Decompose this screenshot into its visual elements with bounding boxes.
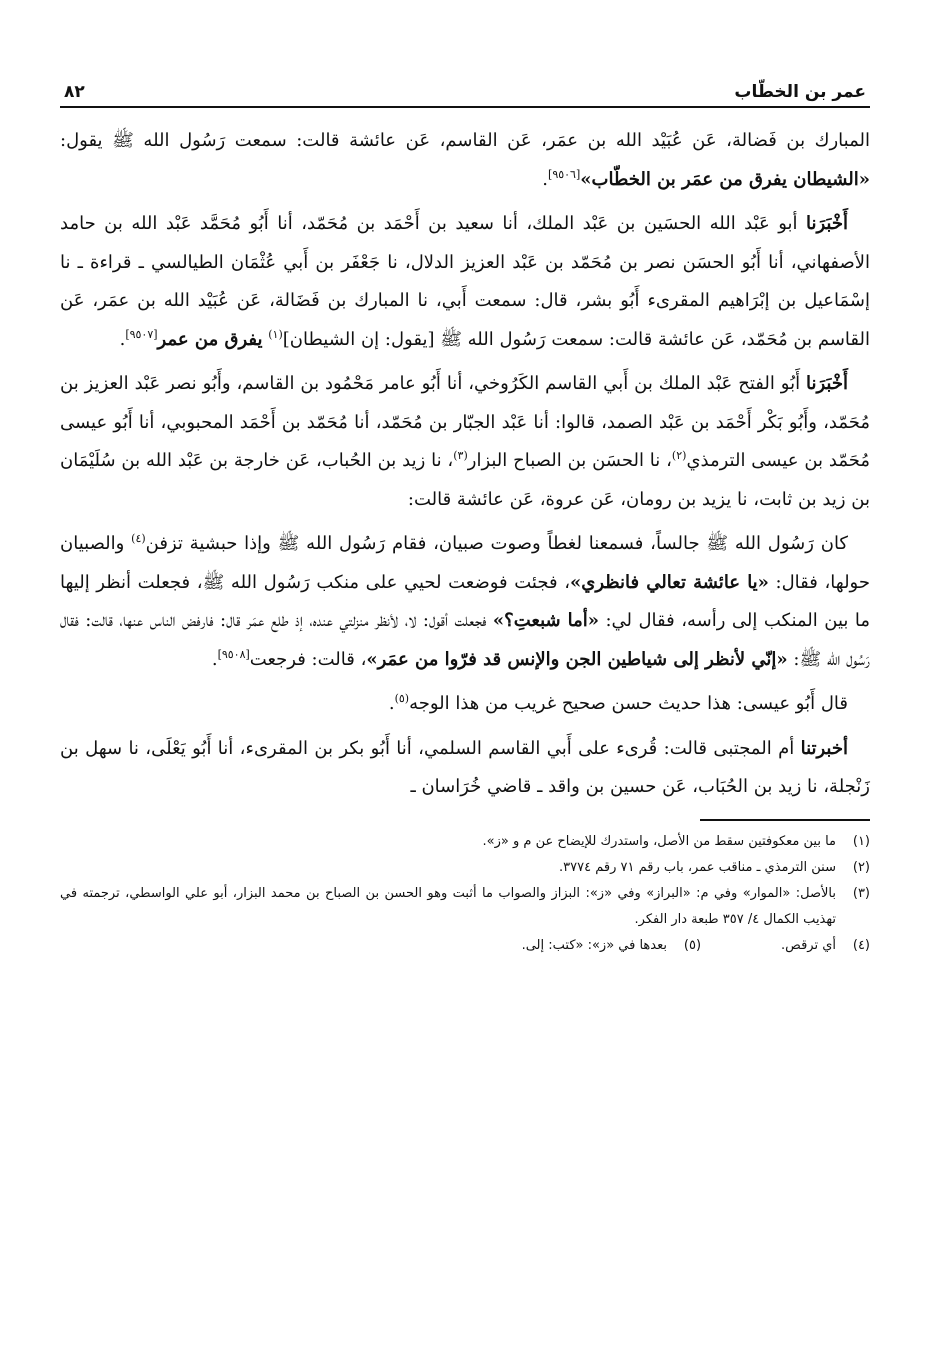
footnote-4 [781,933,870,959]
footnote-2 [60,855,870,881]
paragraph [60,205,870,359]
text-run: ، نا زيد بن الحُباب، عَن خارجة بن عَبْد الله بن سُلَيْمَان بن زيد بن ثابت، نا يزيد بن رومان، عَن عروة، عَن عائشة قالت: [60,450,870,510]
paragraph [60,365,870,519]
footnote-number: (٣) [852,885,870,901]
footnote-1 [60,829,870,855]
footnote-text: بالأصل: «الموار» وفي م: «البراز» وفي «ز»: البزاز والصواب ما أثبت وهو الحسن بن الصباح بن محمد البزار، أبو علي الواسطي، ترجمته في تهذيب الكمال ٤/ ٣٥٧ طبعة دار الفكر. [60,885,836,927]
footnotes [60,829,870,959]
footnote-number: (١) [852,833,870,849]
text-run: . [542,168,549,190]
reference-mark: [٩٥٠٧] [125,327,158,341]
text-run: المبارك بن فَضالة، عَن عُبَيْد الله بن عمَر، عَن القاسم، عَن عائشة قالت: سمعت رَسُول الله ﷺ يقول: [60,130,870,151]
text-run: ، فجئت فوضعت لحيي على منكب رَسُول الله ﷺ، فجعلت أنظر إليها ما بين المنكب إلى رأسه، فقال لي: [60,571,870,631]
footnote-3 [60,881,870,933]
text-run: ، نا الحسَن بن الصباح البزار [467,450,672,471]
hadith-quote: يفرق من عمر [157,328,263,350]
text-run: . [211,648,218,670]
footnote-number: (٢) [852,859,870,875]
text-run: قال أَبُو عيسى: هذا حديث حسن صحيح غريب من هذا الوجه [409,693,848,714]
text-run: كان رَسُول الله ﷺ جالساً، فسمعنا لغطاً وصوت صبيان، فقام رَسُول الله ﷺ وإذا حبشية تزفن [145,533,848,554]
text-run: . [119,328,126,350]
footnote-row [60,933,870,959]
reference-mark: (٥) [394,692,410,705]
text-run: أَبُو الفتح عَبْد الملك بن أَبي القاسم الكَرُوخي، أنا أَبُو عامر مَحْمُود بن القاسم، وأَبُو نصر عَبْد العزيز بن مُحَمّد، وأَبُو بَكْر أَحْمَد بن عَبْد الصمد، قالوا: أنا عَبْد الجبّار بن مُحَمّد، أنا مُحَمّد بن أَحْمَد المحبوبي، أنا أَبُو عيسى مُحَمّد بن عيسى الترمذي [60,373,870,471]
page [60,70,870,1320]
text-run: أم المجتبى قالت: قُرىء على أَبي القاسم السلمي، أنا أَبُو بكر بن المقرىء، أنا أَبُو يَعْلَى، نا سهل بن زَنْجلة، نا زيد بن الحُبَاب، عَن حسين بن واقد ـ قاضي خُرَاسان ـ [60,737,870,797]
paragraph [60,730,870,807]
hadith-quote: «يا عائشة تعالي فانظري» [570,571,769,593]
reference-mark: [٩٥٠٦] [548,167,581,181]
footnote-text: ما بين معكوفتين سقط من الأصل، واستدرك للإيضاح عن م و «ز». [482,833,836,849]
page-title: عمر بن الخطّاب [734,82,866,102]
reference-mark: [٩٥٠٨] [217,647,250,661]
body-text [60,122,870,807]
text-run: . [388,693,395,714]
hadith-quote: «الشيطان يفرق من عمَر بن الخطّاب» [580,168,870,190]
page-number: ٨٢ [64,82,85,102]
reference-mark: (١) [268,327,283,341]
text-run: ، قالت: فرجعت [249,648,367,670]
paragraph [60,525,870,679]
footnote-5 [522,933,701,959]
text-run: أبو عَبْد الله الحسَين بن عَبْد الملك، أنا سعيد بن أَحْمَد بن مُحَمّد، أنا أَبُو مُحَمَّد عَبْد الله بن حامد الأصفهاني، أنا أَبُو الحسَن نصر بن مُحَمّد بن عَبْد العزيز الدلال، نا جَعْفَر بن أَبي عُثْمَان الطيالسي ـ قراءة ـ نا إسْمَاعيل بن إبْرَاهيم المقرىء أَبُو بشر، قال: سمعت أَبي، نا المبارك بن فَضَالة، عَن عُبَيْد الله بن عمَر، عَن القاسم بن مُحَمّد، عَن عائشة قالت: سمعت رَسُول الله ﷺ [يقول: إن الشيطان] [60,213,870,350]
hadith-quote: «إنّي لأنظر إلى شياطين الجن والإنس قد فرّوا من عمَر» [366,648,788,670]
footnote-number: (٤) [852,937,870,953]
footnote-text: سنن الترمذي ـ مناقب عمر، باب رقم ٧١ رقم ٣٧٧٤. [559,859,836,875]
footnote-number: (٥) [683,937,702,953]
footnote-text: أي ترقص. [781,937,836,953]
running-head [60,70,870,108]
footnote-text: بعدها في «ز»: «كتب: إلى. [521,937,668,953]
text-run: والصبيان حولها، فقال: [60,533,870,593]
hadith-quote: «أما شبعتِ؟» [492,610,599,631]
text-run: فجعلت أقول: لا، لأنظر منزلتي عنده، إذ طلع عمَر قال: فارفض الناس عنها، قالت: فقال رَسُول الله ﷺ: [60,610,870,670]
chain-lead-word: أخبرتنا [800,737,848,759]
chain-lead-word: أَخْبَرَنا [806,373,848,394]
reference-mark: (٣) [453,449,468,462]
reference-mark: (٢) [671,449,687,462]
paragraph [60,122,870,199]
footnote-rule [700,819,870,821]
reference-mark: (٤) [131,532,146,545]
paragraph [60,685,870,724]
chain-lead-word: أَخْبَرَنا [806,213,848,234]
